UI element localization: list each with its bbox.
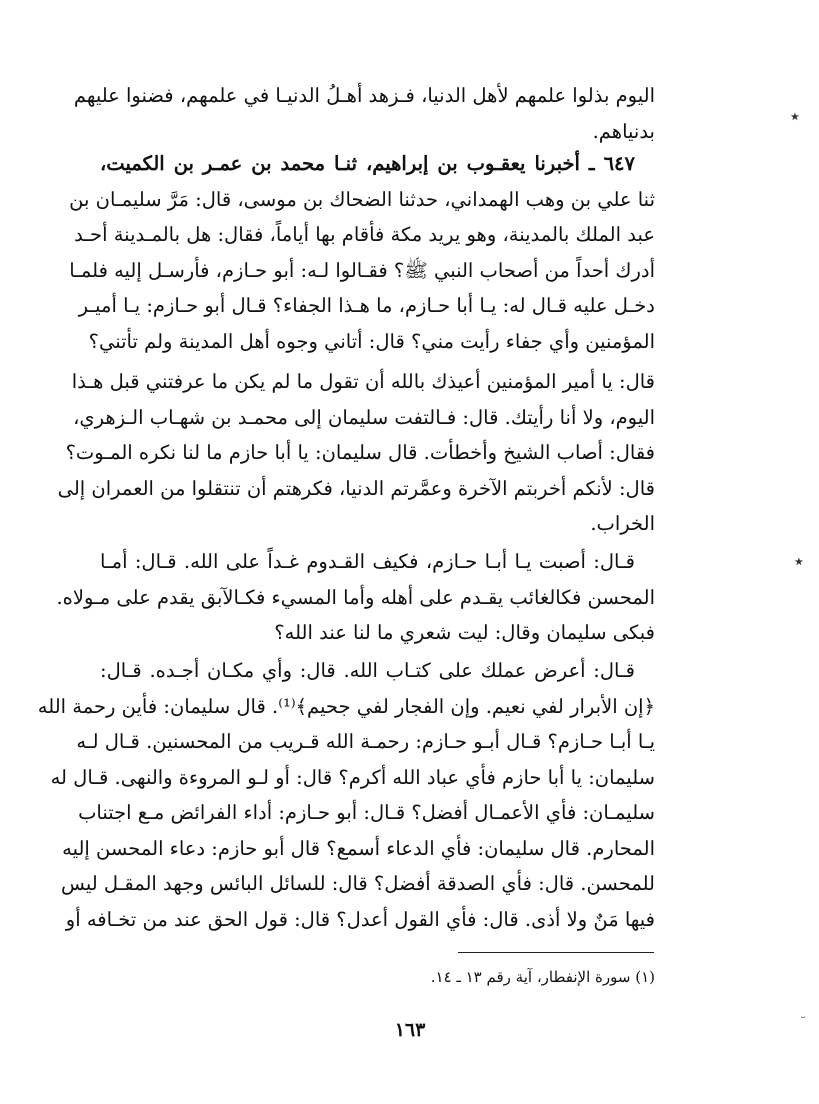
text-line: سليمـان: فأي الأعمـال أفضل؟ قـال: أبو حـازم: أداء الفرائض مـع اجتناب bbox=[78, 801, 655, 824]
text-line: دخـل عليه قـال له: يـا أبا حـازم، ما هـذا الجفاء؟ قـال أبو حـازم: يـا أميـر bbox=[78, 294, 655, 317]
text-line: فقال: أصاب الشيخ وأخطأت. قال سليمان: يا أبا حازم ما لنا نكره المـوت؟ bbox=[65, 441, 655, 464]
text-line: المحسن فكالغائب يقـدم على أهله وأما المسيء فكـالآبق يقدم على مـولاه. bbox=[56, 585, 655, 609]
text-line: قـال: أصبت يـا أبـا حـازم، فكيف القـدوم غـداً على الله. قـال: أمـا bbox=[100, 550, 635, 573]
paragraph-2 bbox=[69, 146, 655, 359]
text-line: فيها مَنٌ ولا أذى. قال: فأي القول أعدل؟ قال: قول الحق عند من تخـافه أو bbox=[65, 907, 655, 931]
text-line: بدنياهم. bbox=[592, 119, 655, 143]
text-line: قال: لأنكم أخربتم الآخرة وعمَّرتم الدنيا، فكرهتم أن تنتقلوا من العمران إلى bbox=[57, 476, 655, 500]
text-line: سليمان: يا أبا حازم فأي عباد الله أكرم؟ قال: أو لـو المروءة والنهى. قـال له bbox=[50, 765, 655, 789]
text-line: ٦٤٧ ـ أخبرنا يعقـوب بن إبراهيم، ثنـا محمد بن عمـر بن الكميت، bbox=[100, 152, 635, 175]
footnote: (١) سورة الإنفطار، آية رقم ١٣ ـ ١٤. bbox=[430, 968, 655, 986]
text-line: قال: يا أمير المؤمنين أعيذك بالله أن تقول ما لم يكن ما عرفتني قبل هـذا bbox=[71, 370, 655, 393]
text-line: ثنا علي بن وهب الهمداني، حدثنا الضحاك بن موسى، قال: مَرَّ سليمـان بن bbox=[69, 187, 655, 211]
margin-mark: ٭ bbox=[790, 106, 800, 127]
text-line: اليوم بذلوا علمهم لأهل الدنيا، فـزهد أهـلُ الدنيـا في علمهم، فضنوا عليهم bbox=[73, 84, 655, 107]
text-line: اليوم، ولا أنا رأيتك. قال: فـالتفت سليمان إلى محمـد بن شهـاب الـزهري، bbox=[73, 405, 655, 429]
text-line: قـال: أعرض عملك على كتـاب الله. قال: وأي مكـان أجـده. قـال: bbox=[100, 659, 635, 682]
text-line: يـا أبـا حـازم؟ قـال أبـو حـازم: رحمـة الله قـريب من المحسنين. قـال لـه bbox=[76, 730, 655, 753]
text-line: فبكى سليمان وقال: ليت شعري ما لنا عند الله؟ bbox=[274, 621, 655, 644]
text-line: للمحسن. قال: فأي الصدقة أفضل؟ قال: للسائل البائس وجهد المقـل ليس bbox=[60, 872, 655, 895]
text-line: عبد الملك بالمدينة، وهو يريد مكة فأقام بها أياماً، فقال: هل بالمـدينة أحـد bbox=[74, 223, 655, 246]
paragraph-1 bbox=[73, 78, 655, 149]
paragraph-3 bbox=[57, 364, 655, 542]
page-number: ١٦٣ bbox=[394, 1019, 426, 1041]
text-line: المؤمنين وأي جفاء رأيت مني؟ قال: أتاني وجوه أهل المدينة ولم تأتني؟ bbox=[88, 329, 655, 353]
text-line: أدرك أحداً من أصحاب النبي ﷺ؟ فقـالوا لـه: أبو حـازم، فأرسـل إليه فلمـا bbox=[69, 258, 655, 282]
footnote-divider bbox=[458, 952, 654, 953]
margin-mark: ٭ bbox=[794, 551, 804, 572]
text-line: ﴿إن الأبرار لفي نعيم. وإن الفجار لفي جحيم﴾⁽¹⁾. قال سليمان: فأين رحمة الله bbox=[37, 694, 655, 718]
text-line: المحارم. قال سليمان: فأي الدعاء أسمع؟ قال أبو حازم: دعاء المحسن إليه bbox=[62, 836, 655, 860]
text-line: الخراب. bbox=[590, 512, 655, 535]
paragraph-4 bbox=[56, 544, 655, 651]
paragraph-5 bbox=[37, 653, 655, 937]
